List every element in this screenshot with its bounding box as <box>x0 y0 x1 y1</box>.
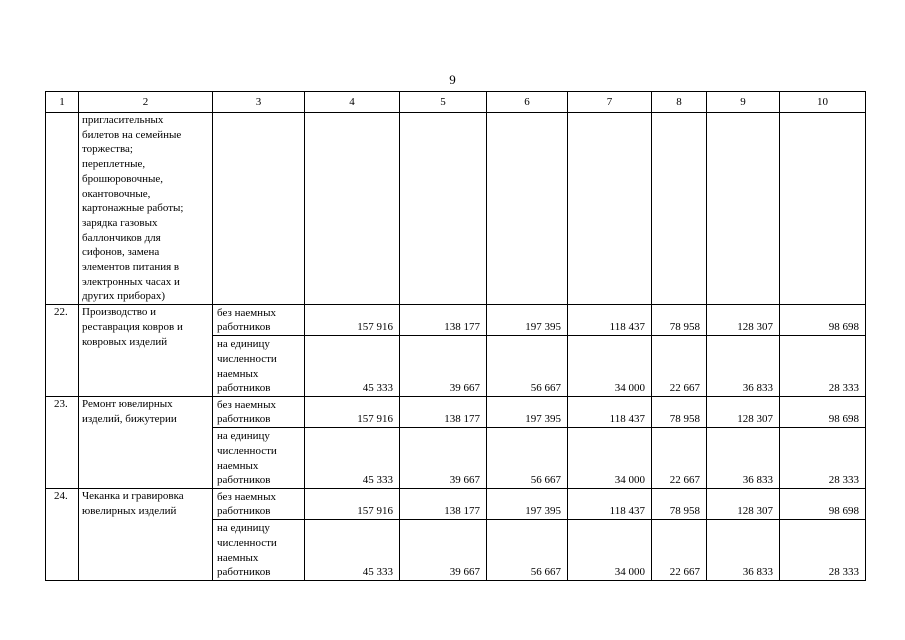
text-line: Чеканка и гравировка <box>82 490 184 503</box>
value-cell: 28 333 <box>780 428 866 489</box>
value-cell: 197 395 <box>487 397 568 428</box>
unit-cell <box>213 336 305 397</box>
row-number-cell <box>46 113 79 305</box>
activity-description <box>79 113 213 305</box>
header-cell: 5 <box>400 92 487 113</box>
value-cell <box>487 113 568 305</box>
value-cell: 39 667 <box>400 428 487 489</box>
text-line: наемных <box>217 459 259 472</box>
header-cell: 10 <box>780 92 866 113</box>
text-line: работников <box>217 505 271 518</box>
value-cell: 28 333 <box>780 520 866 581</box>
text-line: билетов на семейные <box>82 128 182 141</box>
unit-cell <box>213 428 305 489</box>
text-line: картонажные работы; <box>82 202 184 215</box>
value-cell: 118 437 <box>568 397 652 428</box>
unit-cell <box>213 305 305 336</box>
value-cell <box>780 113 866 305</box>
text-line: работников <box>217 413 271 426</box>
continuation-row <box>46 113 866 305</box>
value-cell: 39 667 <box>400 520 487 581</box>
table-row <box>46 305 866 336</box>
text-line: Производство и <box>82 306 157 319</box>
text-line: ковровых изделий <box>82 335 168 348</box>
value-cell <box>568 113 652 305</box>
value-cell: 45 333 <box>305 520 400 581</box>
tariff-table <box>45 91 866 581</box>
text-line: пригласительных <box>82 114 164 126</box>
value-cell: 157 916 <box>305 305 400 336</box>
value-cell: 98 698 <box>780 489 866 520</box>
header-row <box>46 92 866 113</box>
value-cell: 56 667 <box>487 520 568 581</box>
text-line: других приборах) <box>82 290 166 303</box>
value-cell: 22 667 <box>652 336 707 397</box>
value-cell: 36 833 <box>707 520 780 581</box>
text-line: торжества; <box>82 143 133 156</box>
row-number: 22. <box>46 305 79 397</box>
value-cell: 128 307 <box>707 397 780 428</box>
text-line: реставрация ковров и <box>82 320 183 333</box>
table-row <box>46 397 866 428</box>
text-line: ювелирных изделий <box>82 504 177 517</box>
value-cell: 34 000 <box>568 520 652 581</box>
value-cell: 197 395 <box>487 489 568 520</box>
value-cell: 56 667 <box>487 428 568 489</box>
header-cell: 8 <box>652 92 707 113</box>
header-cell: 7 <box>568 92 652 113</box>
value-cell: 98 698 <box>780 397 866 428</box>
value-cell: 28 333 <box>780 336 866 397</box>
unit-cell <box>213 113 305 305</box>
value-cell: 45 333 <box>305 428 400 489</box>
unit-cell <box>213 397 305 428</box>
text-line: изделий, бижутерии <box>82 412 177 425</box>
text-line: сифонов, замена <box>82 246 160 259</box>
value-cell: 138 177 <box>400 397 487 428</box>
value-cell <box>652 113 707 305</box>
value-cell: 78 958 <box>652 489 707 520</box>
header-cell: 3 <box>213 92 305 113</box>
value-cell: 78 958 <box>652 397 707 428</box>
value-cell: 157 916 <box>305 489 400 520</box>
unit-cell <box>213 520 305 581</box>
text-line: элементов питания в <box>82 261 180 274</box>
value-cell: 98 698 <box>780 305 866 336</box>
header-cell: 2 <box>79 92 213 113</box>
value-cell <box>400 113 487 305</box>
value-cell: 128 307 <box>707 305 780 336</box>
value-cell: 36 833 <box>707 428 780 489</box>
text-line: численности <box>217 537 277 550</box>
text-line: на единицу <box>217 430 270 443</box>
value-cell: 138 177 <box>400 305 487 336</box>
text-line: электронных часах и <box>82 275 180 288</box>
page-number: 9 <box>449 72 456 87</box>
text-line: зарядка газовых <box>82 216 158 229</box>
value-cell: 138 177 <box>400 489 487 520</box>
text-line: без наемных <box>217 306 276 319</box>
value-cell: 197 395 <box>487 305 568 336</box>
value-cell <box>707 113 780 305</box>
row-number: 24. <box>46 489 79 581</box>
value-cell: 118 437 <box>568 305 652 336</box>
header-cell: 4 <box>305 92 400 113</box>
text-line: окантовочные, <box>82 187 151 200</box>
value-cell: 22 667 <box>652 428 707 489</box>
value-cell: 128 307 <box>707 489 780 520</box>
row-number: 23. <box>46 397 79 489</box>
header-cell: 1 <box>46 92 79 113</box>
text-line: наемных <box>217 367 259 380</box>
text-line: наемных <box>217 551 259 564</box>
value-cell: 118 437 <box>568 489 652 520</box>
header-cell: 6 <box>487 92 568 113</box>
text-line: без наемных <box>217 398 276 411</box>
text-line: Ремонт ювелирных <box>82 398 173 411</box>
value-cell: 45 333 <box>305 336 400 397</box>
value-cell: 36 833 <box>707 336 780 397</box>
text-line: без наемных <box>217 490 276 503</box>
table-row <box>46 489 866 520</box>
activity-description <box>79 305 213 397</box>
text-line: брошюровочные, <box>82 172 164 185</box>
text-line: работников <box>217 382 271 395</box>
value-cell: 34 000 <box>568 428 652 489</box>
unit-cell <box>213 489 305 520</box>
value-cell: 22 667 <box>652 520 707 581</box>
text-line: переплетные, <box>82 158 146 171</box>
value-cell: 157 916 <box>305 397 400 428</box>
activity-description <box>79 489 213 581</box>
value-cell: 39 667 <box>400 336 487 397</box>
text-line: работников <box>217 474 271 487</box>
value-cell: 56 667 <box>487 336 568 397</box>
value-cell: 34 000 <box>568 336 652 397</box>
value-cell <box>305 113 400 305</box>
text-line: работников <box>217 566 271 579</box>
text-line: на единицу <box>217 522 270 535</box>
activity-description <box>79 397 213 489</box>
value-cell: 78 958 <box>652 305 707 336</box>
header-cell: 9 <box>707 92 780 113</box>
text-line: численности <box>217 353 277 366</box>
text-line: баллончиков для <box>82 231 161 244</box>
text-line: на единицу <box>217 338 270 351</box>
text-line: работников <box>217 321 271 334</box>
text-line: численности <box>217 445 277 458</box>
